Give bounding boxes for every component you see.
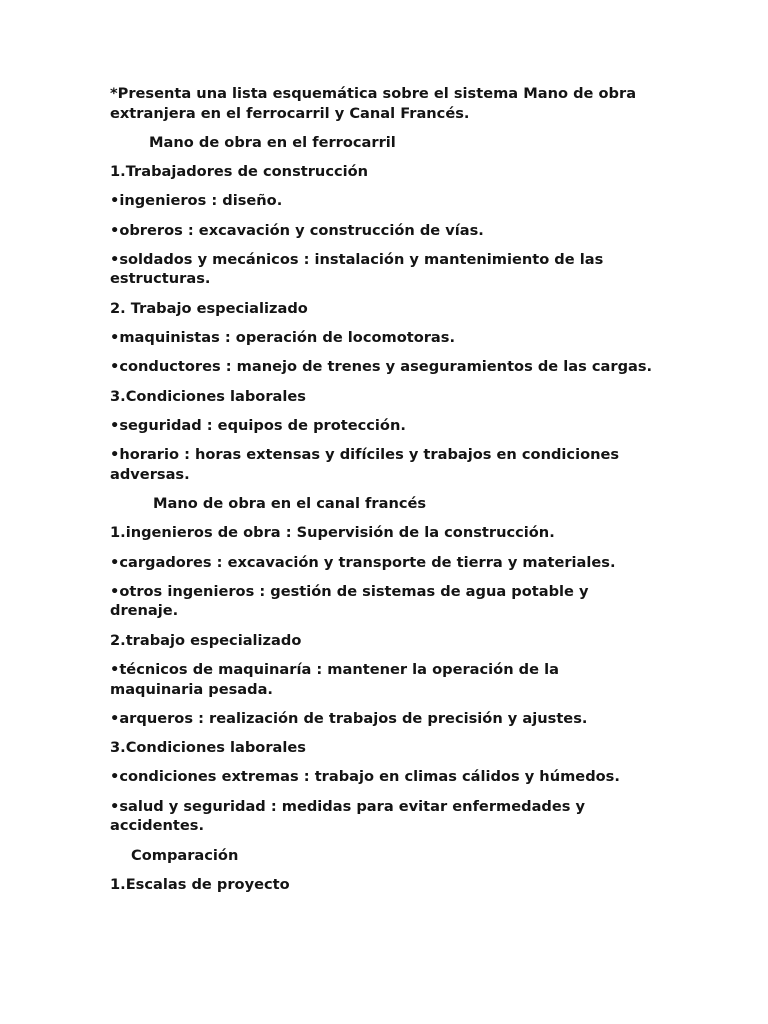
list-item: •obreros : excavación y construcción de vías. (110, 221, 484, 239)
list-item: •ingenieros : diseño. (110, 192, 283, 210)
list-heading: 1.Escalas de proyecto (110, 875, 290, 893)
list-heading: 2. Trabajo especializado (110, 299, 308, 317)
list-heading: 3.Condiciones laborales (110, 387, 306, 405)
list-item: •maquinistas : operación de locomotoras. (110, 329, 456, 347)
list-item: •cargadores : excavación y transporte de tierra y materiales. (110, 553, 616, 571)
list-heading: 2.trabajo especializado (110, 631, 302, 649)
intro-prompt: *Presenta una lista esquemática sobre el sistema Mano de obra extranjera en el ferrocarril y Canal Francés. (110, 85, 637, 122)
list-heading: 1.Trabajadores de construcción (110, 163, 369, 181)
list-item: •seguridad : equipos de protección. (110, 416, 406, 434)
list-heading: 3.Condiciones laborales (110, 739, 306, 757)
list-item: •técnicos de maquinaría : mantener la operación de la maquinaria pesada. (110, 661, 559, 698)
section-heading-canal: Mano de obra en el canal francés (153, 495, 427, 513)
list-item: •condiciones extremas : trabajo en climas cálidos y húmedos. (110, 768, 620, 786)
section-heading-comparison: Comparación (131, 846, 239, 864)
list-item: •conductores : manejo de trenes y aseguramientos de las cargas. (110, 358, 653, 376)
list-heading: 1.ingenieros de obra : Supervisión de la construcción. (110, 524, 555, 542)
list-item: •soldados y mecánicos : instalación y mantenimiento de las estructuras. (110, 250, 604, 288)
document-page (110, 84, 655, 904)
list-item: •salud y seguridad : medidas para evitar enfermedades y accidentes. (110, 797, 586, 835)
list-item: •otros ingenieros : gestión de sistemas de agua potable y drenaje. (110, 582, 589, 620)
list-item: •horario : horas extensas y difíciles y trabajos en condiciones adversas. (110, 446, 620, 483)
section-heading-railroad: Mano de obra en el ferrocarril (149, 133, 396, 151)
list-item: •arqueros : realización de trabajos de precisión y ajustes. (110, 709, 588, 727)
